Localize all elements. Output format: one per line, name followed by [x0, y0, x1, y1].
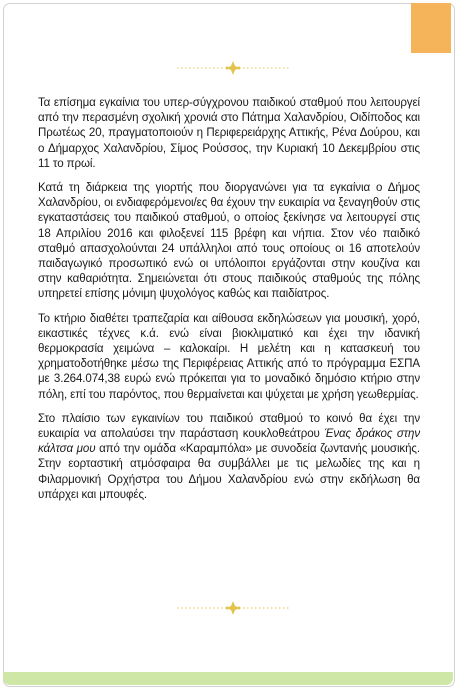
sparkle-divider-icon: [173, 60, 293, 76]
article-body: [38, 96, 420, 512]
paragraph-4-part-2: από την ομάδα «Καραμπόλα» με συνοδεία ζωντανής μουσικής. Στην εορταστική ατμόσφαιρα θα συμβάλλει με τις μελωδίες της και η Φιλαρμονική Ορχήστρα του Δήμου Χαλανδρίου ενώ στην εκδήλωση θα υπάρχει και μπουφές.: [38, 443, 420, 501]
bottom-band-decoration: [3, 672, 453, 685]
top-ornament: [0, 60, 465, 76]
play-title: Ένας δράκος στην κάλτσα μου: [38, 428, 420, 456]
paragraph-2: Κατά τη διάρκεια της γιορτής που διοργανώνει για τα εγκαίνια ο Δήμος Χαλανδρίου, οι ενδιαφερόμενοι/ες θα έχουν την ευκαιρία να ξεναγηθούν στις εγκαταστάσεις του παιδικού σταθμού, ο οποίος ξεκίνησε να λειτουργεί στις 18 Απριλίου 2016 και φιλοξενεί 115 βρέφη και νήπια. Στον νέο παιδικό σταθμό απασχολούνται 24 υπάλληλοι από τους οποίους οι 16 αποτελούν παιδαγωγικό προσωπικό ενώ οι υπόλοιποι εργάζονται στην κουζίνα και στην καθαριότητα. Σημειώνεται ότι στους παιδικούς σταθμούς της πόλης υπηρετεί επίσης μόνιμη ψυχολόγος καθώς και παιδίατρος.: [38, 182, 420, 301]
corner-tab-decoration: [411, 3, 451, 53]
sparkle-divider-icon: [173, 600, 293, 616]
paragraph-3: Το κτήριο διαθέτει τραπεζαρία και αίθουσα εκδηλώσεων για μουσική, χορό, εικαστικές τέχνες κ.ά. ενώ είναι βιοκλιματικό και έχει την ιδανική θερμοκρασία χειμώνα – καλοκαίρι. Η μελέτη και η κατασκευή του χρηματοδοτήθηκε μέσω της Περιφέρειας Αττικής από το πρόγραμμα ΕΣΠΑ με 3.264.074,38 ευρώ ενώ πρόκειται για το μοναδικό δημόσιο κτήριο στην πόλη, επί του παρόντος, που θερμαίνεται και ψύχεται με χρήση γεωθερμίας.: [38, 312, 420, 401]
paragraph-4: [38, 412, 420, 503]
bottom-ornament: [0, 600, 465, 616]
paragraph-4-part-1: Στο πλαίσιο των εγκαινίων του παιδικού σταθμού το κοινό θα έχει την ευκαιρία να απολαύσει την παράσταση κουκλοθεάτρου: [38, 412, 420, 441]
paragraph-1: Τα επίσημα εγκαίνια του υπερ-σύγχρονου παιδικού σταθμού που λειτουργεί από την περασμένη σχολική χρονιά στο Πάτημα Χαλανδρίου, Οιδίποδος και Πρωτέως 20, πραγματοποιούν η Περιφερειάρχης Αττικής, Ρένα Δούρου, και ο Δήμαρχος Χαλανδρίου, Σίμος Ρούσσος, την Κυριακή 10 Δεκεμβρίου στις 11 το πρωί.: [38, 97, 420, 170]
